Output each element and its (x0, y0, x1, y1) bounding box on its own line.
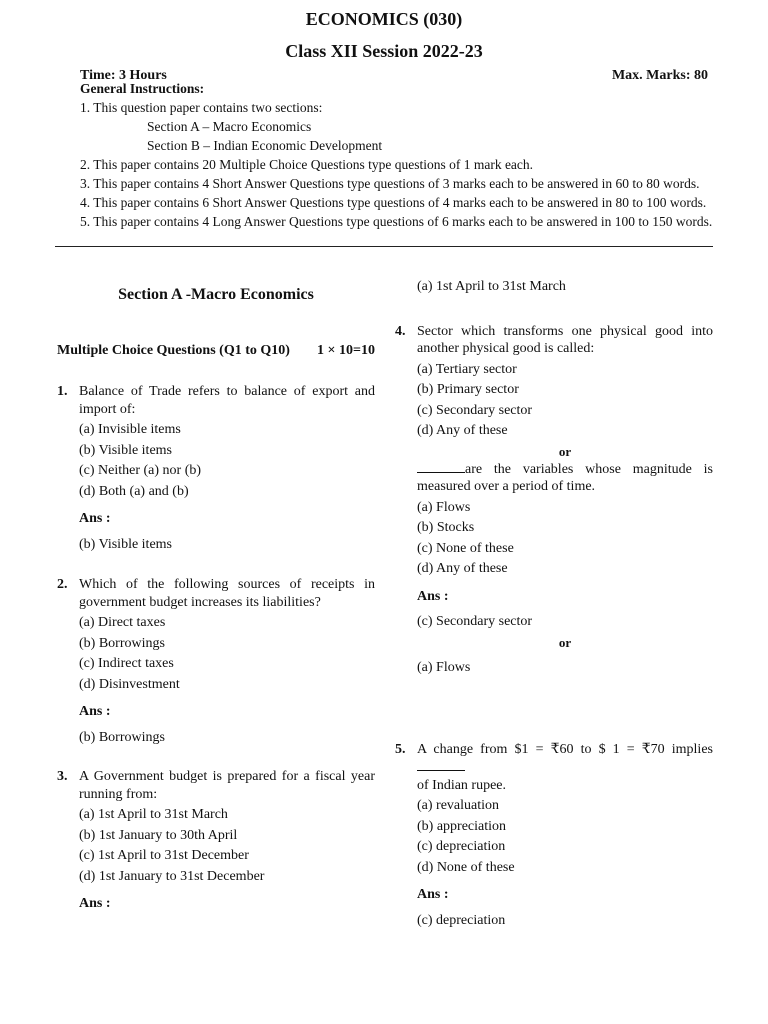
option-b: (b) Borrowings (79, 635, 165, 651)
option-c: (c) Neither (a) nor (b) (79, 463, 202, 478)
option-b: (b) Visible items (79, 442, 173, 458)
answer-value: (b) Visible items (79, 536, 173, 552)
right-column (395, 278, 713, 929)
or-separator: or (558, 443, 572, 459)
option-d: (d) Disinvestment (79, 676, 180, 692)
option-b: (b) 1st January to 30th April (79, 827, 238, 843)
max-marks-label: Max. Marks: 80 (611, 68, 708, 83)
option-a: (a) Tertiary sector (417, 361, 517, 377)
question-text: Balance of Trade refers to balance of export and import of: (79, 384, 375, 417)
option-a: (a) revaluation (417, 798, 500, 813)
mcq-heading-label: Multiple Choice Questions (Q1 to Q10) (57, 343, 290, 358)
alt-question-text (417, 460, 713, 496)
fill-blank (417, 460, 465, 473)
question-5 (395, 741, 713, 930)
question-text: A Government budget is prepared for a fiscal year running from: (79, 769, 375, 802)
instruction-line-4: 4. This paper contains 6 Short Answer Questions type questions of 4 marks each to be answered in 80 to 100 words. (80, 195, 707, 210)
section-a-title: Section A -Macro Economics (118, 286, 314, 303)
option-d: (d) Any of these (417, 423, 508, 438)
instructions-heading: General Instructions: (80, 81, 205, 96)
question-number: 3. (57, 769, 68, 784)
question-text: Which of the following sources of receipts in government budget increases its liabilities? (79, 577, 375, 610)
question-number: 2. (57, 577, 68, 592)
question-1 (57, 383, 375, 553)
mcq-marks-label: 1 × 10=10 (317, 343, 375, 358)
answer-label: Ans : (79, 704, 111, 719)
instruction-line-2: 2. This paper contains 20 Multiple Choice Questions type questions of 1 mark each. (80, 157, 534, 172)
question-text: Sector which transforms one physical good into another physical good is called: (417, 323, 713, 356)
answer-label: Ans : (79, 896, 111, 911)
q3-answer-value: (a) 1st April to 31st March (417, 279, 566, 294)
question-text (417, 741, 713, 777)
horizontal-divider (55, 246, 713, 247)
question-4 (395, 323, 713, 677)
question-2 (57, 576, 375, 746)
paper-title: ECONOMICS (030) (305, 9, 463, 29)
left-column (57, 280, 375, 913)
or-separator: or (558, 634, 572, 650)
option-b: (b) appreciation (417, 818, 507, 834)
question-number: 1. (57, 384, 68, 399)
answer-label: Ans : (417, 887, 449, 902)
paper-subtitle: Class XII Session 2022-23 (285, 40, 483, 61)
answer-value: (b) Borrowings (79, 729, 165, 745)
option-c: (c) depreciation (417, 839, 506, 854)
alt-option-a: (a) Flows (417, 499, 471, 515)
instruction-line-3: 3. This paper contains 4 Short Answer Questions type questions of 3 marks each to be answered in 60 to 80 words. (80, 176, 700, 191)
question-text-body: A change from $1 = ₹60 to $ 1 = ₹70 implies (417, 741, 713, 757)
answer-label: Ans : (417, 588, 449, 604)
question-text-end: of Indian rupee. (417, 777, 507, 793)
general-instructions (80, 79, 720, 231)
question-number: 5. (395, 741, 406, 757)
alt-question-body: are the variables whose magnitude is measured over a period of time. (417, 461, 713, 495)
question-number: 4. (395, 323, 406, 339)
instruction-section-a: Section A – Macro Economics (147, 119, 312, 134)
fill-blank (417, 758, 465, 771)
option-c: (c) Indirect taxes (79, 656, 174, 671)
option-d: (d) None of these (417, 859, 515, 875)
option-a: (a) Invisible items (79, 422, 181, 437)
alt-option-c: (c) None of these (417, 540, 514, 556)
alt-answer-value: (a) Flows (417, 660, 471, 675)
instruction-section-b: Section B – Indian Economic Development (147, 138, 383, 153)
answer-label: Ans : (79, 511, 111, 526)
time-label: Time: 3 Hours (80, 68, 167, 83)
option-b: (b) Primary sector (417, 382, 519, 397)
option-a: (a) 1st April to 31st March (79, 807, 228, 822)
option-d: (d) 1st January to 31st December (79, 868, 265, 884)
answer-value: (c) depreciation (417, 912, 506, 928)
option-a: (a) Direct taxes (79, 615, 166, 630)
option-c: (c) Secondary sector (417, 402, 533, 418)
instruction-line-5: 5. This paper contains 4 Long Answer Questions type questions of 6 marks each to be answered in 100 to 150 words. (80, 214, 713, 229)
answer-value: (c) Secondary sector (417, 614, 533, 630)
question-3 (57, 768, 375, 913)
instruction-line-1: 1. This question paper contains two sections: (80, 100, 323, 115)
mcq-heading (57, 342, 375, 362)
alt-option-b: (b) Stocks (417, 520, 475, 536)
option-d: (d) Both (a) and (b) (79, 483, 189, 499)
paper-header (0, 8, 768, 87)
alt-option-d: (d) Any of these (417, 561, 508, 577)
option-c: (c) 1st April to 31st December (79, 848, 249, 863)
